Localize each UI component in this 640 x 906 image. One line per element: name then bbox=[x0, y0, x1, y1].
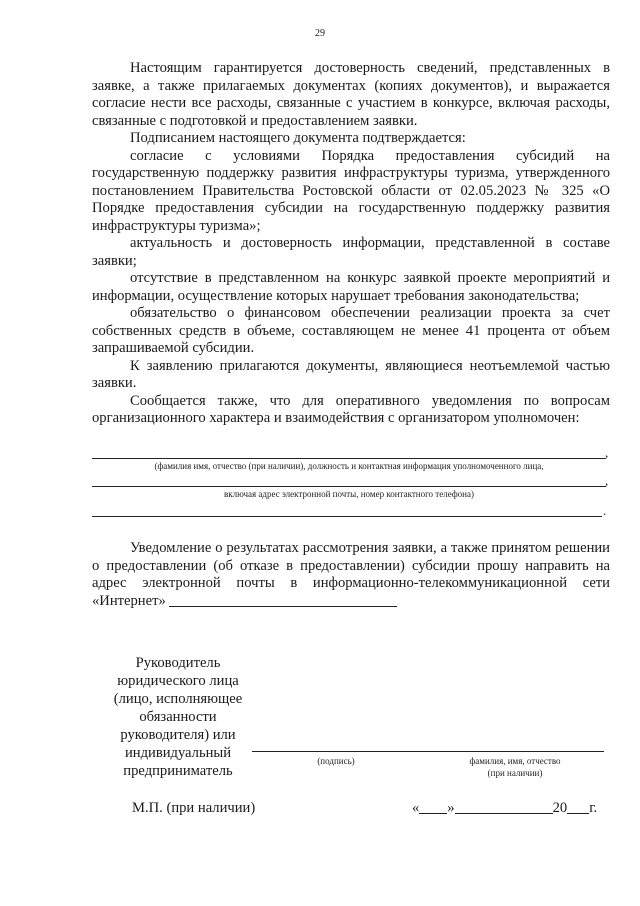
financing-paragraph: обязательство о финансовом обеспечении реализации проекта за счет собственных средств в объеме, составляющем не менее 41 процента от объем запрашиваемой субсидии. bbox=[92, 305, 610, 356]
page-number: 29 bbox=[315, 28, 325, 39]
legality-paragraph: отсутствие в представленном на конкурс заявкой проекте мероприятий и информации, осуществление которых нарушает требования законодательства; bbox=[92, 270, 610, 304]
statement-text bbox=[92, 60, 610, 428]
field-1-comma: , bbox=[605, 445, 609, 460]
year-prefix: 20 bbox=[552, 800, 568, 816]
signer-line: руководителя) или bbox=[120, 727, 236, 743]
field-3-period: . bbox=[603, 503, 607, 518]
signature-caption: (подпись) bbox=[317, 756, 355, 766]
year-field[interactable] bbox=[567, 801, 589, 814]
year-suffix: г. bbox=[589, 800, 598, 816]
authorized-person-field-1[interactable] bbox=[92, 458, 606, 459]
notification-paragraph bbox=[92, 540, 610, 610]
date-close-quote: » bbox=[447, 800, 455, 816]
signer-line: Руководитель bbox=[135, 655, 221, 671]
accuracy-paragraph: актуальность и достоверность информации, представленной в составе заявки; bbox=[92, 235, 610, 269]
signer-line: предприниматель bbox=[123, 763, 233, 779]
signer-line: обязанности bbox=[139, 709, 217, 725]
authorized-person-field-2[interactable] bbox=[92, 486, 606, 487]
signer-line: индивидуальный bbox=[124, 745, 232, 761]
consent-paragraph: согласие с условиями Порядка предоставления субсидий на государственную поддержку развития инфраструктуры туризма, утвержденного постановлением Правительства Ростовской области от 02.05.2023 № 325 «О Порядке предоставления субсидии на государственную поддержку развития инфраструктуры туризма»; bbox=[92, 147, 610, 234]
authorized-person-caption: (фамилия имя, отчество (при наличии), должность и контактная информация уполномоченного лица, bbox=[154, 461, 544, 471]
signer-line: (лицо, исполняющее bbox=[113, 691, 243, 707]
day-field[interactable] bbox=[419, 801, 447, 814]
contact-intro-paragraph: Сообщается также, что для оперативного уведомления по вопросам организационного характера и взаимодействия с организатором уполномочен: bbox=[92, 392, 610, 426]
attachments-paragraph: К заявлению прилагаются документы, являющиеся неотъемлемой частью заявки. bbox=[92, 357, 610, 391]
month-field[interactable] bbox=[455, 801, 553, 814]
signature-field[interactable] bbox=[252, 751, 604, 752]
authorized-person-field-3[interactable] bbox=[92, 516, 602, 517]
date-field bbox=[412, 800, 597, 817]
stamp-label: М.П. (при наличии) bbox=[132, 800, 256, 816]
notification-text: Уведомление о результатах рассмотрения заявки, а также принятом решении о предоставлении (об отказе в предоставлении) субсидии прошу направить на адрес электронной почты в информационно-телекоммуникационной сети «Интернет» bbox=[92, 540, 610, 609]
field-2-comma: , bbox=[605, 473, 609, 488]
confirmation-intro: Подписанием настоящего документа подтверждается: bbox=[130, 130, 466, 146]
full-name-caption bbox=[440, 755, 590, 779]
signer-line: юридического лица bbox=[117, 673, 239, 689]
email-address-field[interactable] bbox=[169, 593, 397, 607]
guarantee-paragraph: Настоящим гарантируется достоверность сведений, представленных в заявке, а также прилагаемых документах (копиях документов), и выражается согласие нести все расходы, связанные с участием в конкурсе, включая расходы, связанные с подготовкой и предоставлением заявки. bbox=[92, 60, 610, 129]
date-open-quote: « bbox=[412, 800, 420, 816]
full-name-caption-line: (при наличии) bbox=[487, 768, 543, 778]
full-name-caption-line: фамилия, имя, отчество bbox=[469, 756, 561, 766]
contact-details-caption: включая адрес электронной почты, номер контактного телефона) bbox=[224, 489, 474, 499]
signer-title bbox=[92, 654, 264, 780]
